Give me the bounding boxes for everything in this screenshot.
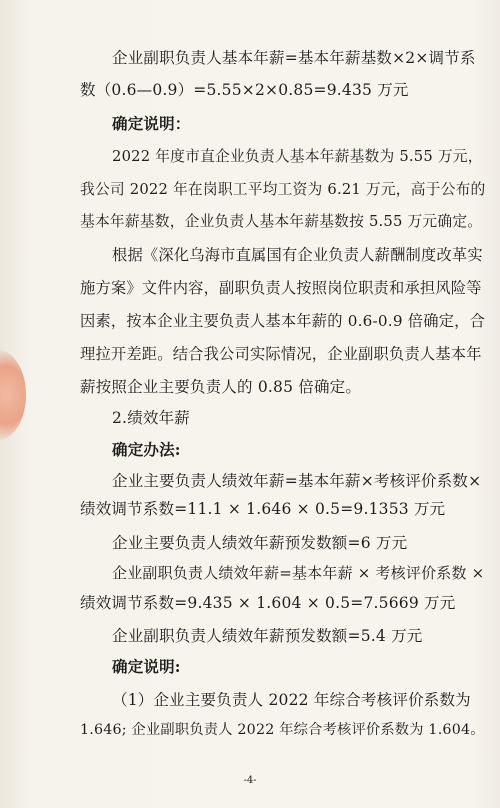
text-line-5: 我公司 2022 年在岗职工平均工资为 6.21 万元，高于公布的	[80, 181, 486, 198]
text-line-21: （1）企业主要负责人 2022 年综合考核评价系数为	[112, 691, 471, 709]
text-line-9: 因素，按本企业主要负责人基本年薪的 0.6-0.9 倍确定，合	[80, 312, 486, 330]
section-heading-performance-salary: 2.绩效年薪	[112, 409, 190, 427]
section-label-explanation-2: 确定说明:	[112, 657, 181, 676]
text-line-16: 企业主要负责人绩效年薪预发数额=6 万元	[112, 534, 408, 552]
section-label-method: 确定办法:	[112, 440, 181, 459]
text-line-15: 绩效调节系数=11.1 × 1.646 × 0.5=9.1353 万元	[80, 500, 446, 518]
text-line-6: 基本年薪基数，企业负责人基本年薪基数按 5.55 万元确定。	[80, 213, 483, 230]
page-number: -4-	[243, 775, 257, 786]
text-line-17: 企业副职负责人绩效年薪=基本年薪 × 考核评价系数 ×	[112, 564, 485, 582]
text-line-4: 2022 年度市直企业负责人基本年薪基数为 5.55 万元，	[112, 148, 483, 165]
text-line-2: 数（0.6—0.9）=5.55×2×0.85=9.435 万元	[80, 81, 409, 99]
text-line-19: 企业副职负责人绩效年薪预发数额=5.4 万元	[112, 627, 423, 645]
section-label-explanation: 确定说明：	[112, 114, 191, 133]
finger-shadow	[0, 350, 26, 440]
text-line-18: 绩效调节系数=9.435 × 1.604 × 0.5=7.5669 万元	[80, 594, 456, 612]
text-line-8: 施方案》文件内容，副职负责人按照岗位职责和承担风险等	[80, 279, 482, 297]
text-line-1: 企业副职负责人基本年薪=基本年薪基数×2×调节系	[112, 49, 476, 67]
text-line-22: 1.646; 企业副职负责人 2022 年综合考核评价系数为 1.604。	[80, 722, 485, 738]
text-line-10: 理拉开差距。结合我公司实际情况，企业副职负责人基本年	[80, 345, 482, 363]
text-line-14: 企业主要负责人绩效年薪=基本年薪×考核评价系数×	[112, 472, 482, 490]
text-line-11: 薪按照企业主要负责人的 0.85 倍确定。	[80, 378, 362, 396]
text-line-7: 根据《深化乌海市直属国有企业负责人薪酬制度改革实	[112, 246, 483, 264]
